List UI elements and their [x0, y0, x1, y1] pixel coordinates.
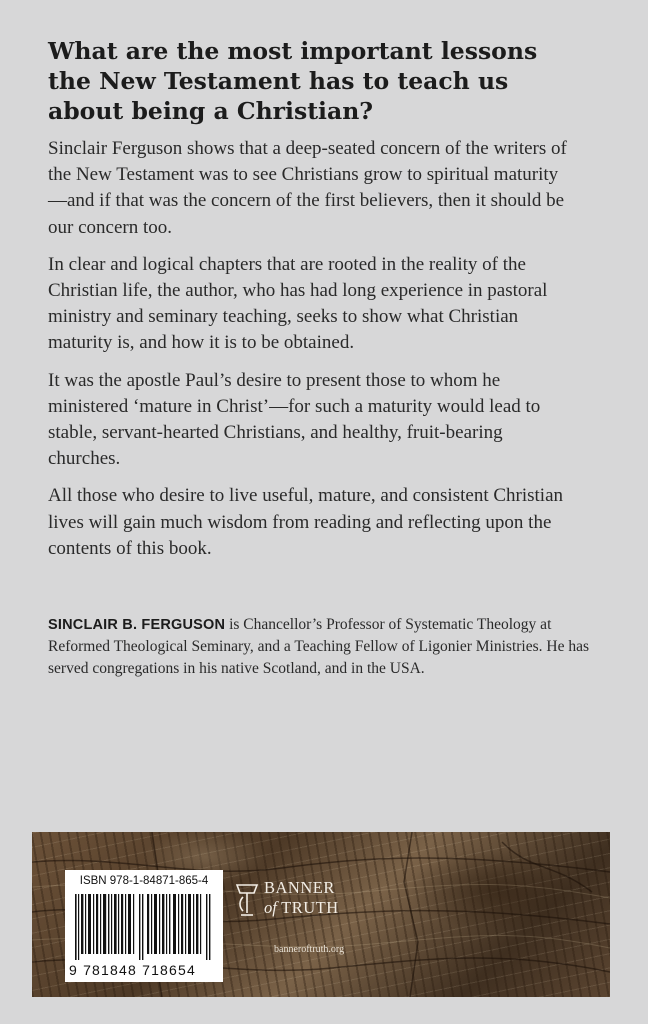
publisher-truth: TRUTH — [276, 898, 339, 917]
isbn-digits: 9 781848 718654 — [69, 962, 196, 978]
wood-texture-band — [32, 832, 610, 997]
publisher-logo — [232, 874, 382, 964]
author-name: SINCLAIR B. FERGUSON — [48, 617, 226, 633]
blurb-paragraph-4: All those who desire to live useful, mature, and consistent Christian lives will gain much wisdom from reading and reflecting upon the contents of this book. — [48, 485, 564, 559]
publisher-name-line1: BANNER — [264, 878, 335, 897]
headline: What are the most important lessons the New Testament has to teach us about being a Christian? — [48, 37, 538, 125]
publisher-url: banneroftruth.org — [274, 944, 345, 955]
isbn-text: ISBN 978-1-84871-865-4 — [79, 875, 209, 887]
blurb-paragraph-3: It was the apostle Paul’s desire to present those to whom he ministered ‘mature in Christ’—for such a maturity would lead to stable, servant-hearted Christians, and healthy, fruit-bearing churches. — [48, 369, 541, 470]
blurb-paragraph-2: In clear and logical chapters that are rooted in the reality of the Christian life, the author, who has had long experience in pastoral ministry and seminary teaching, seeks to show what Christian maturity is, and how it is to be obtained. — [48, 253, 548, 354]
barcode-icon — [75, 894, 213, 960]
author-bio — [48, 614, 608, 680]
author-bio-text: is Chancellor’s Professor of Systematic Theology at Reformed Theological Seminary, and a Teaching Fellow of Ligonier Ministries. He has served congregations in his native Scotland, and in the USA. — [48, 616, 589, 677]
blurb-paragraph-1: Sinclair Ferguson shows that a deep-seated concern of the writers of the New Testament was to see Christians grow to spiritual maturity—and if that was the concern of the first believers, then it should be our concern too. — [48, 138, 567, 238]
publisher-name-line2 — [264, 898, 339, 918]
blurb — [48, 136, 568, 573]
publisher-of: of — [264, 898, 277, 917]
lectern-logo-icon — [234, 881, 260, 921]
barcode-label — [65, 870, 223, 982]
